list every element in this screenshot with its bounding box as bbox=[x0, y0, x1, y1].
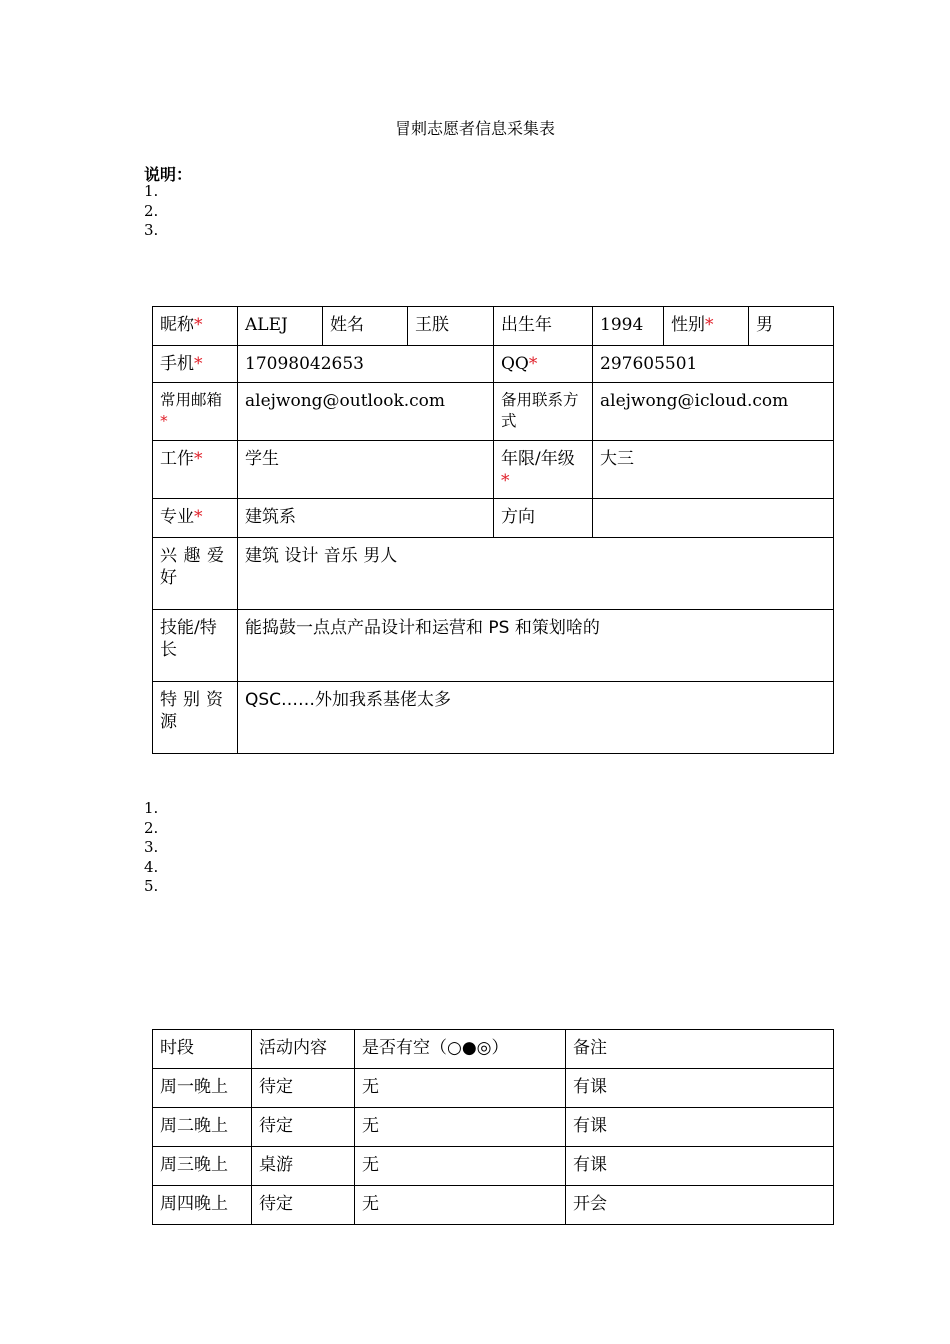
list-item: 3. bbox=[144, 838, 159, 856]
notes-list bbox=[144, 182, 158, 241]
required-mark: * bbox=[160, 412, 168, 430]
qq-label: QQ* bbox=[494, 346, 593, 383]
column-header: 活动内容 bbox=[252, 1030, 355, 1069]
alt-contact-value[interactable]: alejwong@icloud.com bbox=[593, 383, 834, 441]
email-value[interactable]: alejwong@outlook.com bbox=[238, 383, 494, 441]
gender-label: 性别* bbox=[664, 307, 749, 346]
table-row bbox=[153, 1147, 834, 1186]
direction-value[interactable] bbox=[593, 499, 834, 538]
list-item: 5. bbox=[144, 877, 159, 895]
birth-value[interactable]: 1994 bbox=[593, 307, 664, 346]
table-cell[interactable]: 待定 bbox=[252, 1186, 355, 1225]
job-label: 工作* bbox=[153, 441, 238, 499]
required-mark: * bbox=[705, 315, 714, 335]
nickname-value[interactable]: ALEJ bbox=[238, 307, 323, 346]
table-cell: 周四晚上 bbox=[153, 1186, 252, 1225]
table-cell[interactable]: 有课 bbox=[566, 1147, 834, 1186]
list-item: 1. bbox=[144, 799, 159, 817]
resource-label: 特别资源 bbox=[153, 682, 238, 754]
qq-value[interactable]: 297605501 bbox=[593, 346, 834, 383]
birth-label: 出生年 bbox=[494, 307, 593, 346]
nickname-label: 昵称* bbox=[153, 307, 238, 346]
schedule-table bbox=[152, 1029, 834, 1225]
required-mark: * bbox=[194, 354, 203, 374]
table-cell: 周一晚上 bbox=[153, 1069, 252, 1108]
table-cell[interactable]: 有课 bbox=[566, 1108, 834, 1147]
major-value[interactable]: 建筑系 bbox=[238, 499, 494, 538]
table-cell[interactable]: 开会 bbox=[566, 1186, 834, 1225]
table-cell[interactable]: 无 bbox=[355, 1069, 566, 1108]
table-row bbox=[153, 1069, 834, 1108]
column-header: 是否有空（○●◎） bbox=[355, 1030, 566, 1069]
table-cell[interactable]: 待定 bbox=[252, 1108, 355, 1147]
middle-list bbox=[144, 799, 158, 897]
alt-contact-label: 备用联系方式 bbox=[494, 383, 593, 441]
name-label: 姓名 bbox=[323, 307, 408, 346]
name-value[interactable]: 王朕 bbox=[408, 307, 494, 346]
skill-label: 技能/特长 bbox=[153, 610, 238, 682]
skill-value[interactable]: 能捣鼓一点点产品设计和运营和 PS 和策划啥的 bbox=[238, 610, 834, 682]
table-row bbox=[153, 1186, 834, 1225]
email-label: 常用邮箱 * bbox=[153, 383, 238, 441]
page-title: 冒刺志愿者信息采集表 bbox=[394, 119, 555, 138]
table-row bbox=[153, 1108, 834, 1147]
table-header-row bbox=[153, 1030, 834, 1069]
required-mark: * bbox=[194, 449, 203, 469]
list-item: 2. bbox=[144, 201, 159, 220]
table-cell: 周二晚上 bbox=[153, 1108, 252, 1147]
required-mark: * bbox=[501, 471, 510, 491]
table-cell[interactable]: 无 bbox=[355, 1186, 566, 1225]
table-cell[interactable]: 桌游 bbox=[252, 1147, 355, 1186]
column-header: 时段 bbox=[153, 1030, 252, 1069]
list-item: 2. bbox=[144, 818, 159, 837]
gender-value[interactable]: 男 bbox=[749, 307, 834, 346]
column-header: 备注 bbox=[566, 1030, 834, 1069]
resource-value[interactable]: QSC……外加我系基佬太多 bbox=[238, 682, 834, 754]
required-mark: * bbox=[194, 507, 203, 527]
grade-label: 年限/年级 * bbox=[494, 441, 593, 499]
hobby-value[interactable]: 建筑 设计 音乐 男人 bbox=[238, 538, 834, 610]
table-cell[interactable]: 无 bbox=[355, 1147, 566, 1186]
table-cell: 周三晚上 bbox=[153, 1147, 252, 1186]
list-item: 1. bbox=[144, 182, 159, 200]
volunteer-info-table bbox=[152, 306, 834, 754]
phone-value[interactable]: 17098042653 bbox=[238, 346, 494, 383]
list-item: 4. bbox=[144, 857, 159, 876]
grade-value[interactable]: 大三 bbox=[593, 441, 834, 499]
list-item: 3. bbox=[144, 221, 159, 239]
table-cell[interactable]: 待定 bbox=[252, 1069, 355, 1108]
table-cell[interactable]: 无 bbox=[355, 1108, 566, 1147]
required-mark: * bbox=[528, 354, 538, 374]
direction-label: 方向 bbox=[494, 499, 593, 538]
required-mark: * bbox=[194, 315, 203, 335]
phone-label: 手机* bbox=[153, 346, 238, 383]
job-value[interactable]: 学生 bbox=[238, 441, 494, 499]
major-label: 专业* bbox=[153, 499, 238, 538]
table-cell[interactable]: 有课 bbox=[566, 1069, 834, 1108]
hobby-label: 兴趣爱好 bbox=[153, 538, 238, 610]
notes-heading: 说明： bbox=[144, 165, 193, 184]
